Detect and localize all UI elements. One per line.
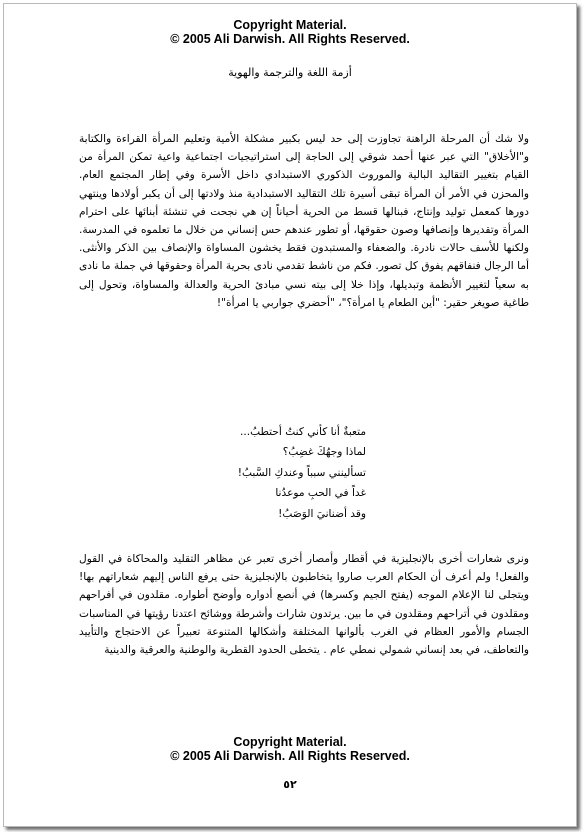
body-paragraph-2 (79, 550, 529, 659)
poem-line: متعبةٌ أنا كأني كنتُ أحتطبُ... (239, 426, 366, 438)
header-copyright-notice (4, 18, 576, 46)
header-copyright-line2: © 2005 Ali Darwish. All Rights Reserved. (170, 32, 410, 46)
header-copyright-line1: Copyright Material. (233, 18, 347, 32)
page-number: ٥٢ (283, 778, 297, 791)
poem-line: غداً في الحبِ موعدُنا (275, 487, 366, 500)
running-title: أزمة اللغة والترجمة والهوية (228, 66, 352, 79)
footer-copyright-line2: © 2005 Ali Darwish. All Rights Reserved. (170, 749, 410, 763)
body-paragraph-1 (79, 130, 529, 312)
poem-line: لماذا وجهُكَ غضِبُ؟ (282, 446, 366, 459)
footer-copyright-notice (4, 735, 576, 763)
paragraph-text: ونرى شعارات أخرى بالإنجليزية في أقطار وأمصار أخرى تعبر عن مظاهر التقليد والمحاكاة في القول والفعل! ولم أعرف أن الحكام العرب صاروا يتخاطبون بالإنجليزية حتى يرفع الناس إليهم شعاراتهم بها! ويتجلى لنا الإعلام الموجه (يفتح الجيم وكسرها) في أنصع أدواره وأوضح أطواره. مقلدون في أفراحهم ومقلدون في أتراحهم ومقلدون في ما بين. يرتدون شارات وأشرطة ووشائح اعتدنا رؤيتها في المناسبات الجسام والأمور العظام في الغرب بألوانها المختلفة وأشكالها المتنوعة تعبيراً عن الاحتجاج والتأييد والتعاطف، في بعد إنساني شمولي نمطي عام . يتخطى الحدود القطرية والوطنية والعرقية والدينية (79, 553, 529, 657)
poem-line: وقد أضنانيَ الوَصَبُ! (278, 507, 366, 520)
paragraph-text: ولا شك أن المرحلة الراهنة تجاوزت إلى حد ليس بكبير مشكلة الأمية وتعليم المرأة القراءة والكتابة و"الأخلاق" التي عبر عنها أحمد شوقي إلى الحاجة إلى استراتيجيات اجتماعية واعية تمكن المرأة من القيام بتغيير التقاليد البالية والموروث الذكوري الاستبدادي داخل الأسرة وفي إطار المجتمع العام. والمحزن في الأمر أن المرأة تبقى أسيرة تلك التقاليد الاستبدادية منذ ولادتها إلى أن يكبر أولادها وينتهي دورها كمعمل توليد وإنتاج، فبنالها قسط من الحرية أحياناً إن هي نجحت في تنشئة أبنائها على احترام المرأة وتقديرها وإنصافها وصون حقوقها، أو تطور عندهم حس إنساني من خلال ما تعلموه في المدرسة. ولكنها للأسف حالات نادرة. والضعفاء والمستبدون فقط يخشون المساواة والإنصاف بين الذكر والأنثى. أما الرجال فنفاقهم يفوق كل تصور. فكم من ناشط تقدمي نادى بحرية المرأة وحقوقها في جملة ما نادى به سعياً لتغيير الأنظمة وتبديلها، وإذا خلا إلى بيته نسي مبادئ الحرية والعدالة والمساواة، وتحول إلى طاغية صويغر حقير: "أين الطعام يا امرأة؟"، "أحضري جواربي يا امرأة"! (79, 133, 529, 309)
book-page (3, 3, 577, 827)
poem-block (238, 422, 366, 524)
footer-copyright-line1: Copyright Material. (233, 735, 347, 749)
poem-line: تسألينني سبباً وعندكِ السَّببُ! (237, 466, 366, 479)
